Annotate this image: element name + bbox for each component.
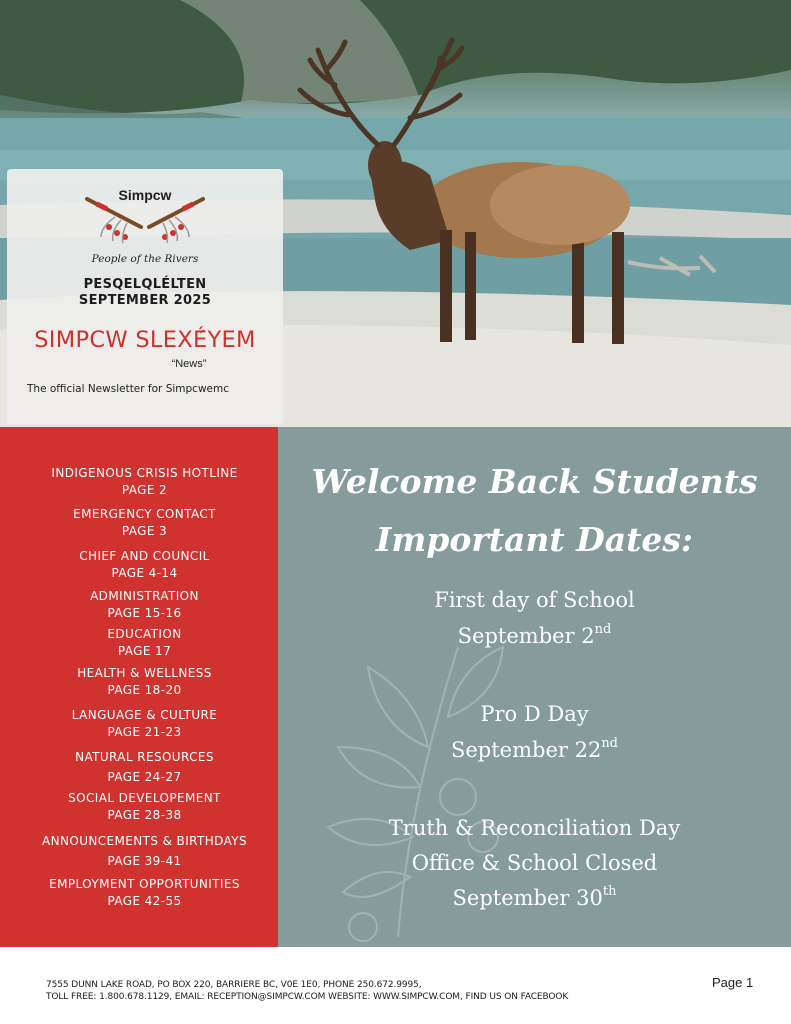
toc-item-page: PAGE 21-23 bbox=[107, 725, 182, 739]
toc-item-page: PAGE 3 bbox=[121, 524, 168, 538]
newsletter-translation: “News” bbox=[171, 358, 207, 370]
newsletter-name: SIMPCW SLEXÉ́YEM bbox=[34, 327, 256, 353]
table-of-contents bbox=[0, 427, 278, 947]
footer bbox=[0, 947, 791, 1024]
event2-title: Pro D Day bbox=[480, 702, 589, 726]
masthead-card bbox=[7, 169, 283, 424]
issue-month bbox=[7, 277, 283, 309]
welcome-heading-line1: Welcome Back Students bbox=[311, 462, 758, 501]
toc-item[interactable] bbox=[0, 506, 289, 540]
toc-item-title: CHIEF AND COUNCIL bbox=[79, 549, 210, 563]
toc-item[interactable] bbox=[0, 588, 289, 622]
toc-item-page: PAGE 4-14 bbox=[111, 566, 178, 580]
hero-photo bbox=[0, 0, 791, 427]
toc-item-title: ANNOUNCEMENTS & BIRTHDAYS bbox=[41, 834, 248, 848]
event2-date: September 22nd bbox=[450, 736, 619, 762]
toc-item-title: EMERGENCY CONTACT bbox=[73, 507, 216, 521]
toc-item[interactable] bbox=[0, 790, 289, 824]
toc-item[interactable] bbox=[0, 548, 289, 582]
page-number: Page 1 bbox=[712, 975, 754, 990]
toc-item-page: PAGE 2 bbox=[121, 483, 168, 497]
toc-item-page: PAGE 24-27 bbox=[107, 770, 182, 784]
newsletter-subtitle: The official Newsletter for Simpcwemc bbox=[27, 383, 229, 395]
toc-item-title: ADMINISTRATION bbox=[90, 589, 199, 603]
event3-subtitle: Office & School Closed bbox=[411, 851, 658, 875]
toc-item[interactable] bbox=[0, 707, 289, 741]
toc-item-page: PAGE 18-20 bbox=[107, 683, 182, 697]
event1-title: First day of School bbox=[434, 588, 635, 612]
toc-item-title: INDIGENOUS CRISIS HOTLINE bbox=[51, 466, 238, 480]
toc-item-title: NATURAL RESOURCES bbox=[75, 750, 214, 764]
toc-item[interactable] bbox=[0, 626, 289, 660]
toc-item-title: EDUCATION bbox=[107, 627, 182, 641]
event3-date: September 30th bbox=[452, 884, 617, 910]
org-name: Simpcw bbox=[118, 187, 172, 203]
toc-item-title: SOCIAL DEVELOPEMENT bbox=[68, 791, 221, 805]
toc-item-title: EMPLOYMENT OPPORTUNITIES bbox=[49, 877, 240, 891]
toc-item-page: PAGE 39-41 bbox=[107, 854, 182, 868]
issue-month-local: PESQELQLÉLTEN bbox=[83, 277, 207, 292]
address-line2: TOLL FREE: 1.800.678.1129, EMAIL: RECEPTION@SIMPCW.COM WEBSITE: WWW.SIMPCW.COM, FIND US ON FACEBOOK bbox=[46, 992, 569, 1002]
tagline: People of the Rivers bbox=[91, 253, 199, 265]
contact-address bbox=[46, 979, 568, 1003]
address-line1: 7555 DUNN LAKE ROAD, PO BOX 220, BARRIERE BC, V0E 1E0, PHONE 250.672.9995, bbox=[46, 980, 422, 990]
toc-item-page: PAGE 28-38 bbox=[107, 808, 182, 822]
toc-item-page: PAGE 15-16 bbox=[107, 606, 182, 620]
toc-item-title: HEALTH & WELLNESS bbox=[77, 666, 212, 680]
toc-item[interactable] bbox=[0, 465, 289, 499]
toc-item[interactable] bbox=[0, 833, 289, 870]
toc-item[interactable] bbox=[0, 749, 289, 786]
event3-title: Truth & Reconciliation Day bbox=[388, 816, 681, 840]
event1-date: September 2nd bbox=[457, 622, 612, 648]
toc-item-title: LANGUAGE & CULTURE bbox=[71, 708, 218, 722]
toc-item[interactable] bbox=[0, 665, 289, 699]
toc-item-page: PAGE 17 bbox=[117, 644, 172, 658]
important-dates-panel bbox=[278, 427, 791, 947]
welcome-heading-line2: Important Dates: bbox=[375, 520, 694, 559]
crossed-feather-logo bbox=[79, 187, 211, 247]
issue-month-english: SEPTEMBER 2025 bbox=[78, 293, 212, 308]
toc-item[interactable] bbox=[0, 876, 289, 910]
toc-item-page: PAGE 42-55 bbox=[107, 894, 182, 908]
